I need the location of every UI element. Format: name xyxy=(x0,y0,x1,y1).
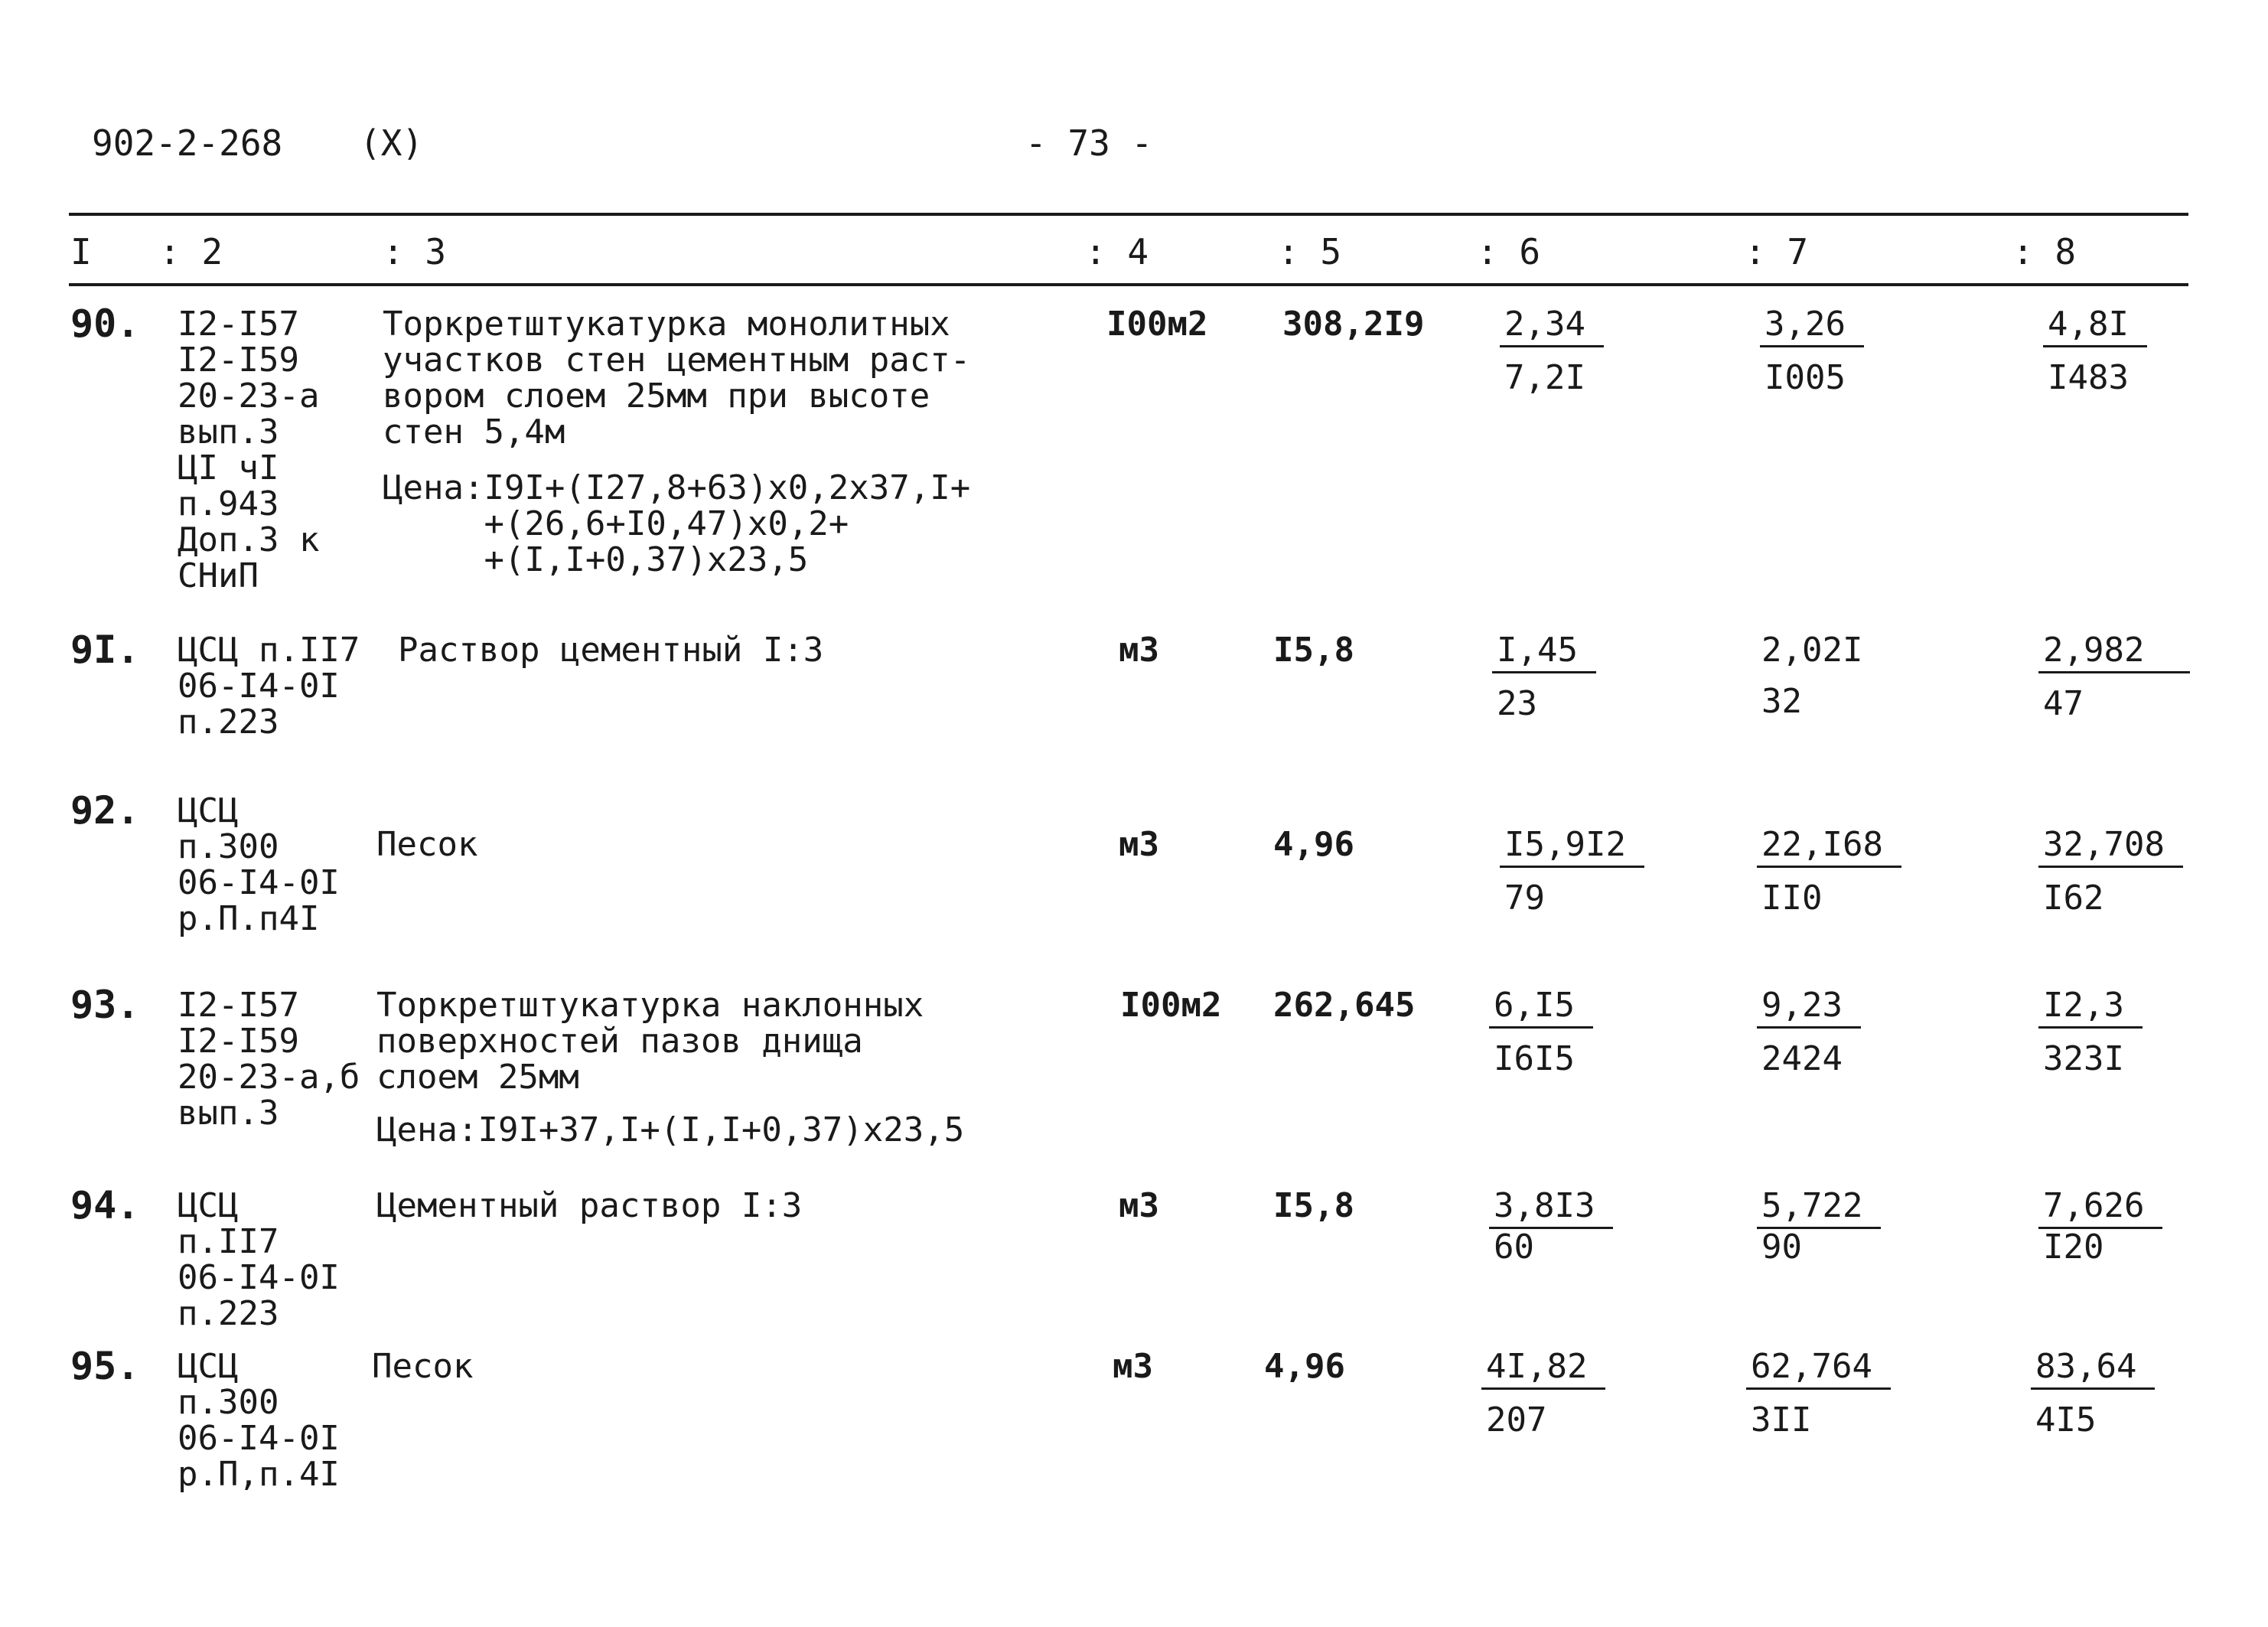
description xyxy=(376,1188,802,1224)
unit: м3 xyxy=(1113,1347,1153,1386)
unit: м3 xyxy=(1119,631,1159,670)
description-text: Цементный раствор I:3 xyxy=(376,1186,803,1225)
col8-value xyxy=(2031,1348,2155,1438)
quantity: I5,8 xyxy=(1273,631,1354,670)
col8-value xyxy=(2038,827,2183,916)
description-text: Торкретштукатурка наклонных поверхностей пазов днища слоем 25мм xyxy=(376,986,924,1097)
unit: I00м2 xyxy=(1106,305,1208,344)
unit: м3 xyxy=(1119,1186,1159,1225)
col7-unit-cost: 3,26 xyxy=(1760,306,1864,347)
row-number: 90. xyxy=(70,302,140,346)
col7-total: II0 xyxy=(1761,879,1823,918)
description xyxy=(372,1348,473,1384)
col8-unit-cost: 2,982 xyxy=(2038,632,2190,673)
col8-value xyxy=(2038,632,2190,722)
col6-value xyxy=(1489,987,1593,1077)
col8-total: I20 xyxy=(2043,1228,2104,1267)
row-number: 95. xyxy=(70,1344,140,1388)
col8-total: I62 xyxy=(2043,879,2104,918)
col6-value xyxy=(1500,306,1604,396)
col-header-4: : 4 xyxy=(1085,231,1149,272)
description-text: Торкретштукатурка монолитных участков стен цементным раст- вором слоем 25мм при высоте стен 5,4м xyxy=(383,305,971,452)
col6-total: 23 xyxy=(1497,684,1537,723)
col7-total: I005 xyxy=(1765,358,1846,397)
quantity: 4,96 xyxy=(1264,1347,1345,1386)
col8-value xyxy=(2038,1188,2162,1265)
col8-value xyxy=(2038,987,2143,1077)
col6-value xyxy=(1489,1188,1613,1265)
col7-total: 32 xyxy=(1761,682,1802,721)
col-header-3: : 3 xyxy=(383,231,447,272)
col7-value xyxy=(1757,987,1861,1077)
reference-code: ЦСЦ п.II7 06-I4-0I п.223 xyxy=(178,1186,340,1333)
col-header-5: : 5 xyxy=(1278,231,1342,272)
description-text: Раствор цементный I:3 xyxy=(398,631,824,670)
col8-unit-cost: 83,64 xyxy=(2031,1348,2155,1390)
col-header-7: : 7 xyxy=(1745,231,1809,272)
quantity: 308,2I9 xyxy=(1282,305,1425,344)
row-number: 93. xyxy=(70,983,140,1027)
description xyxy=(376,827,477,862)
row-number: 92. xyxy=(70,788,140,833)
col6-total: 79 xyxy=(1504,879,1545,918)
reference-code: ЦСЦ п.300 06-I4-0I р.П,п.4I xyxy=(178,1347,340,1494)
col8-total: 323I xyxy=(2043,1039,2124,1078)
description xyxy=(383,306,970,578)
reference-code: ЦСЦ п.II7 06-I4-0I п.223 xyxy=(178,631,360,742)
col8-unit-cost: I2,3 xyxy=(2038,987,2143,1029)
col6-total: 7,2I xyxy=(1504,358,1585,397)
row-number: 9I. xyxy=(70,628,140,672)
reference-code: I2-I57 I2-I59 20-23-а вып.3 ЦI чI п.943 Доп.3 к СНиП xyxy=(178,305,320,595)
col7-unit-cost: 2,02I xyxy=(1761,631,1863,670)
col6-unit-cost: 3,8I3 xyxy=(1489,1188,1613,1229)
col7-value xyxy=(1757,827,1901,916)
col6-unit-cost: I5,9I2 xyxy=(1500,827,1644,868)
col7-total: 3II xyxy=(1751,1400,1812,1440)
col8-unit-cost: 4,8I xyxy=(2043,306,2147,347)
col7-unit-cost: 62,764 xyxy=(1746,1348,1891,1390)
row-number: 94. xyxy=(70,1183,140,1228)
doc-code: 902-2-268 xyxy=(92,122,283,164)
col6-value xyxy=(1500,827,1644,916)
page-number: - 73 - xyxy=(1025,122,1153,164)
col7-value xyxy=(1757,1188,1881,1265)
quantity: 4,96 xyxy=(1273,825,1354,864)
reference-code: ЦСЦ п.300 06-I4-0I р.П.п4I xyxy=(178,791,340,938)
col-header-1: I xyxy=(70,231,92,272)
col6-total: 60 xyxy=(1494,1228,1534,1267)
col8-total: I483 xyxy=(2048,358,2129,397)
col8-unit-cost: 32,708 xyxy=(2038,827,2183,868)
col7-value xyxy=(1757,632,1881,719)
col7-value xyxy=(1746,1348,1891,1438)
table-top-rule xyxy=(69,213,2188,216)
col7-unit-cost: 5,722 xyxy=(1757,1188,1881,1229)
col7-unit-cost: 22,I68 xyxy=(1757,827,1901,868)
description xyxy=(398,632,823,668)
description-text: Песок xyxy=(372,1347,474,1386)
col6-unit-cost: 2,34 xyxy=(1500,306,1604,347)
unit: I00м2 xyxy=(1120,986,1222,1025)
unit: м3 xyxy=(1119,825,1159,864)
quantity: I5,8 xyxy=(1273,1186,1354,1225)
col8-value xyxy=(2043,306,2147,396)
description xyxy=(376,987,964,1148)
col6-total: 207 xyxy=(1486,1400,1547,1440)
col7-total: 90 xyxy=(1761,1228,1802,1267)
col6-value xyxy=(1481,1348,1605,1438)
reference-code: I2-I57 I2-I59 20-23-а,б вып.3 xyxy=(178,986,360,1133)
col6-total: I6I5 xyxy=(1494,1039,1575,1078)
col-header-2: : 2 xyxy=(159,231,223,272)
col7-total: 2424 xyxy=(1761,1039,1843,1078)
quantity: 262,645 xyxy=(1273,986,1416,1025)
col7-unit-cost: 9,23 xyxy=(1757,987,1861,1029)
section-marker: (X) xyxy=(360,122,424,164)
col-header-6: : 6 xyxy=(1477,231,1541,272)
col8-total: 47 xyxy=(2043,684,2084,723)
col7-value xyxy=(1760,306,1864,396)
col-header-8: : 8 xyxy=(2012,231,2077,272)
col6-unit-cost: 6,I5 xyxy=(1489,987,1593,1029)
description-text: Песок xyxy=(376,825,478,864)
col8-total: 4I5 xyxy=(2035,1400,2097,1440)
price-formula: Цена:I9I+37,I+(I,I+0,37)x23,5 xyxy=(376,1110,965,1149)
col6-unit-cost: I,45 xyxy=(1492,632,1596,673)
col6-unit-cost: 4I,82 xyxy=(1481,1348,1605,1390)
col6-value xyxy=(1492,632,1596,722)
col8-unit-cost: 7,626 xyxy=(2038,1188,2162,1229)
price-formula: Цена:I9I+(I27,8+63)x0,2x37,I+ +(26,6+I0,47)x0,2+ +(I,I+0,37)x23,5 xyxy=(383,468,971,579)
table-header-rule xyxy=(69,283,2188,286)
